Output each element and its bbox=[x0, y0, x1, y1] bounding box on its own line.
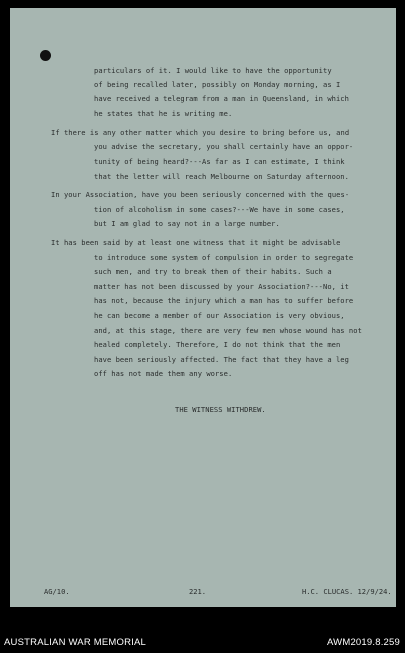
text-line-1: particulars of it. I would like to have the opportunity bbox=[94, 66, 332, 75]
text-line-8: that the letter will reach Melbourne on Saturday afternoon. bbox=[94, 172, 349, 181]
text-line-2: of being recalled later, possibly on Monday morning, as I bbox=[94, 80, 341, 89]
text-line-3: have received a telegram from a man in Queensland, in which bbox=[94, 94, 349, 103]
page-number: 221. bbox=[189, 587, 207, 596]
text-line-7: tunity of being heard?---As far as I can estimate, I think bbox=[94, 157, 345, 166]
footer-signature: H.C. CLUCAS. 12/9/24. bbox=[302, 587, 392, 596]
text-line-9: In your Association, have you been seriously concerned with the ques- bbox=[51, 190, 350, 199]
document-page bbox=[10, 8, 396, 607]
text-line-17: he can become a member of our Association is very obvious, bbox=[94, 311, 345, 320]
text-line-21: off has not made them any worse. bbox=[94, 369, 233, 378]
text-line-11: but I am glad to say not in a large number. bbox=[94, 219, 280, 228]
credit-accession: AWM2019.8.259 bbox=[326, 637, 400, 648]
text-line-19: healed completely. Therefore, I do not think that the men bbox=[94, 340, 341, 349]
text-line-16: has not, because the injury which a man has to suffer before bbox=[94, 296, 354, 305]
text-line-13: to introduce some system of compulsion in order to segregate bbox=[94, 253, 354, 262]
text-line-20: have been seriously affected. The fact that they have a leg bbox=[94, 355, 349, 364]
text-line-15: matter has not been discussed by your Association?---No, it bbox=[94, 282, 349, 291]
text-line-10: tion of alcoholism in some cases?---We have in some cases, bbox=[94, 205, 345, 214]
text-line-4: he states that he is writing me. bbox=[94, 109, 233, 118]
text-line-14: such men, and try to break them of their habits. Such a bbox=[94, 267, 332, 276]
text-line-5: If there is any other matter which you desire to bring before us, and bbox=[51, 128, 350, 137]
witness-withdrew-line: THE WITNESS WITHDREW. bbox=[175, 405, 266, 414]
punch-hole bbox=[40, 50, 51, 61]
text-line-6: you advise the secretary, you shall certainly have an oppor- bbox=[94, 142, 354, 151]
text-line-18: and, at this stage, there are very few men whose wound has not bbox=[94, 326, 362, 335]
footer-reference: AG/10. bbox=[44, 587, 70, 596]
text-line-12: It has been said by at least one witness that it might be advisable bbox=[51, 238, 341, 247]
credit-institution: AUSTRALIAN WAR MEMORIAL bbox=[4, 637, 147, 648]
